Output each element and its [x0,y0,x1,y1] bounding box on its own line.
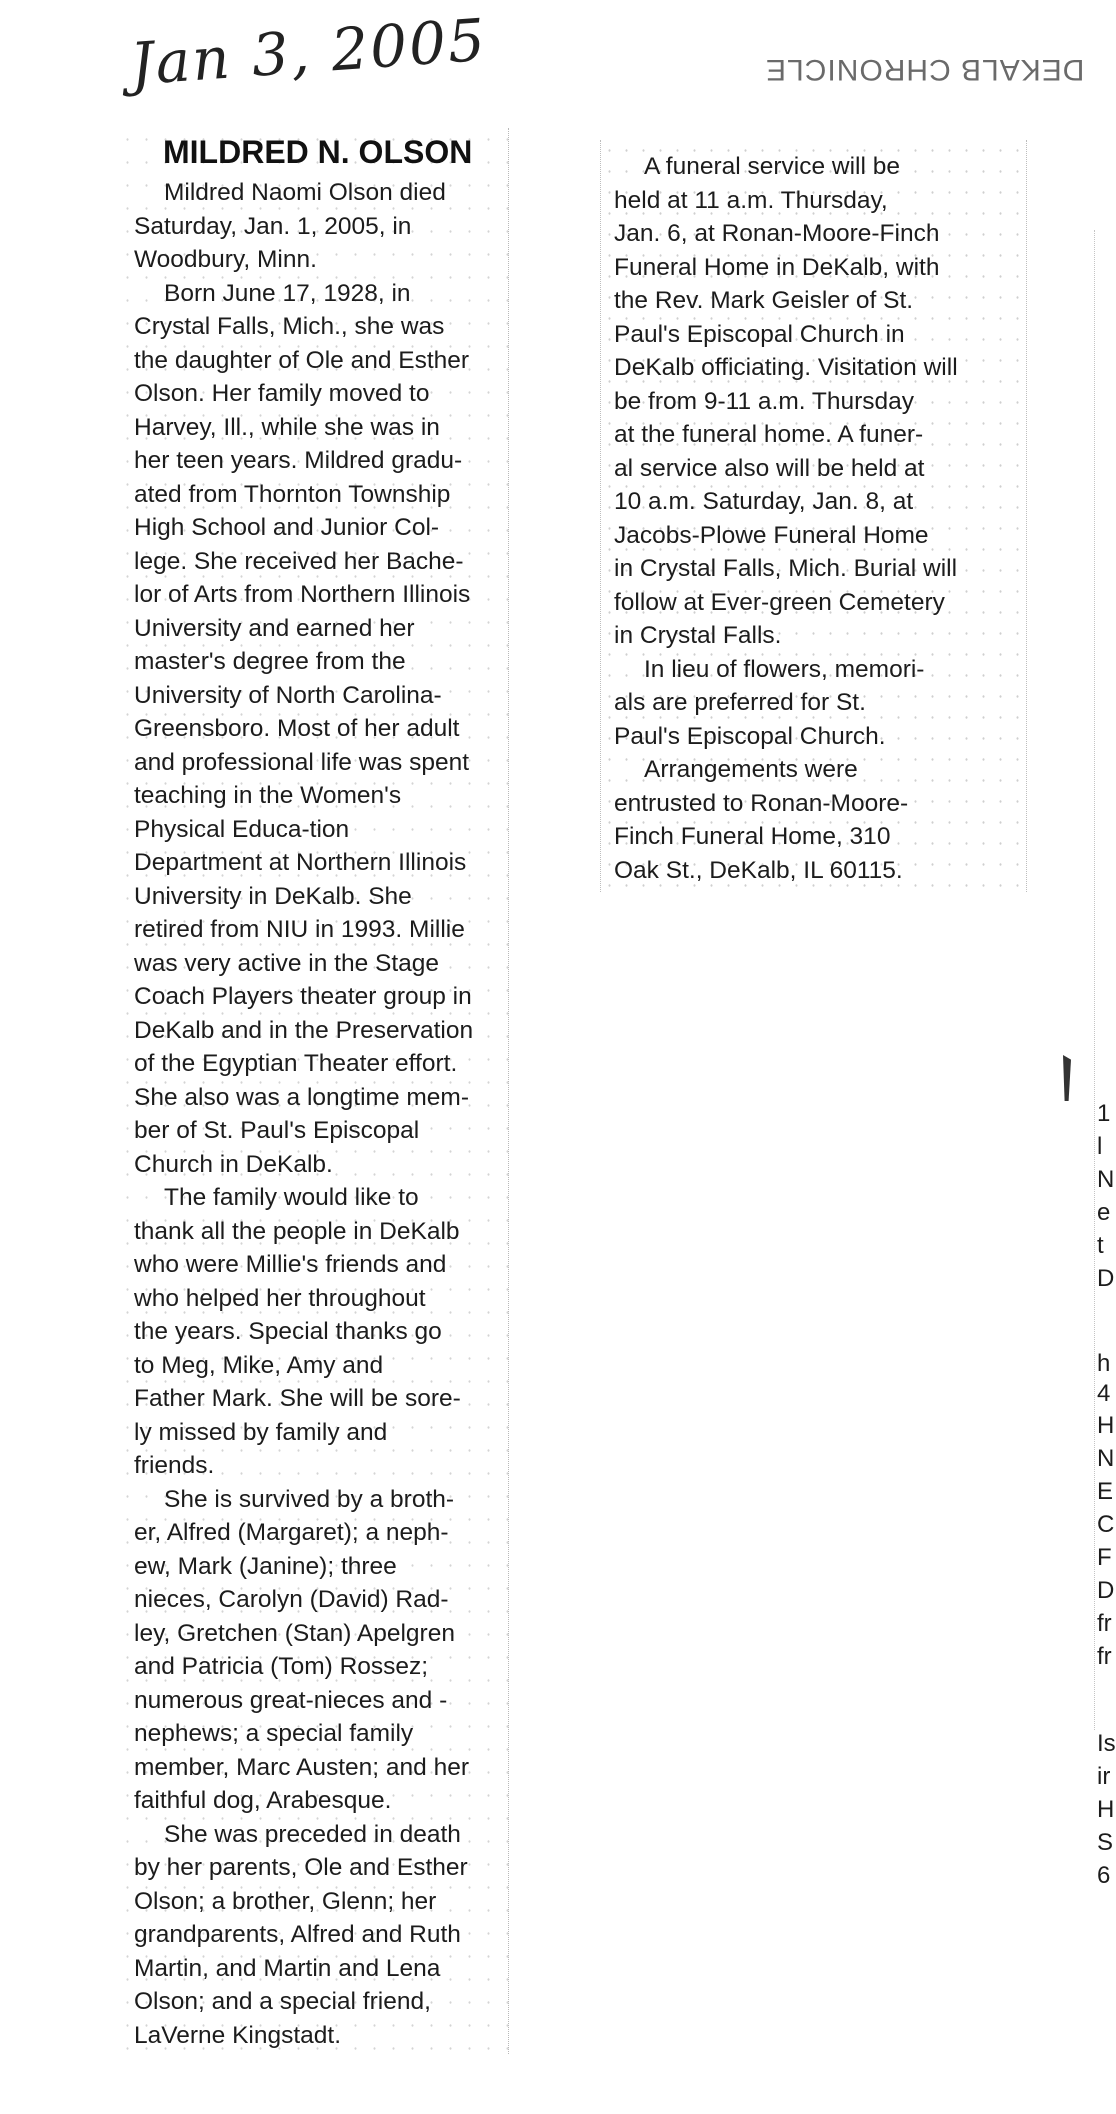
text-line: follow at Ever-green Cemetery [614,588,945,616]
edge-fragment-char: h [1097,1350,1111,1377]
text-line: who helped her throughout [134,1284,426,1312]
text-line: ated from Thornton Township [134,480,451,508]
text-line: Olson. Her family moved to [134,380,430,407]
text-line: Jan. 6, at Ronan-Moore-Finch [614,220,940,247]
text-line: her teen years. Mildred gradu- [134,447,463,474]
edge-fragment-char: 6 [1097,1862,1111,1889]
text-line: at the funeral home. A funer- [614,421,924,448]
text-line: Department at Northern Illinois [134,849,467,876]
text-line: Church in DeKalb. [134,1150,333,1178]
text-line: Saturday, Jan. 1, 2005, in [134,212,412,240]
text-line: master's degree from the [134,648,406,675]
text-line: Crystal Falls, Mich., she was [134,313,445,340]
text-line: A funeral service will be [644,153,901,180]
edge-fragment-char: ir [1097,1763,1111,1790]
text-line: als are preferred for St. [614,689,866,716]
text-line: faithful dog, Arabesque. [134,1787,392,1814]
text-line: Martin, and Martin and Lena [134,1954,441,1982]
text-line: retired from NIU in 1993. Millie [134,916,465,943]
text-line: Physical Educa-tion [134,815,350,843]
edge-fragment-char: fr [1097,1643,1112,1670]
text-line: Coach Players theater group in [134,983,472,1010]
text-line: friends. [134,1452,215,1479]
edge-fragment-char: e [1097,1199,1111,1226]
text-line: in Crystal Falls, Mich. Burial will [614,555,958,582]
edge-fragment-char: N [1097,1445,1115,1472]
edge-mark [1063,1055,1071,1101]
text-line: held at 11 a.m. Thursday, [614,186,888,214]
text-line: thank all the people in DeKalb [134,1217,460,1245]
text-line: ber of St. Paul's Episcopal [134,1117,420,1144]
text-line: al service also will be held at [614,454,925,482]
edge-fragment-char: 1 [1097,1100,1111,1127]
text-line: lor of Arts from Northern Illinois [134,581,471,608]
newspaper-stamp: DEKALB CHRONICLE [765,53,1085,86]
text-line: The family would like to [164,1184,419,1211]
text-line: teaching in the Women's [134,782,402,809]
text-line: numerous great-nieces and - [134,1686,448,1714]
edge-fragment-char: C [1097,1511,1115,1538]
text-line: the daughter of Ole and Esther [134,346,470,374]
text-line: be from 9-11 a.m. Thursday [614,387,915,415]
text-line: Harvey, Ill., while she was in [134,413,440,441]
text-line: Paul's Episcopal Church in [614,320,905,348]
text-line: Woodbury, Minn. [134,246,317,273]
edge-fragment-char: D [1097,1577,1115,1604]
obituary-left-column-text [134,176,504,2052]
text-line: Father Mark. She will be sore- [134,1385,461,1412]
text-line: ew, Mark (Janine); three [134,1552,397,1580]
text-line: the Rev. Mark Geisler of St. [614,287,914,314]
edge-fragment-char: S [1097,1829,1114,1856]
edge-fragment-char: N [1097,1166,1115,1193]
text-line: who were Millie's friends and [134,1251,447,1278]
text-line: In lieu of flowers, memori- [644,655,925,683]
text-line: of the Egyptian Theater effort. [134,1050,458,1077]
text-line: in Crystal Falls. [614,622,782,649]
text-line: 10 a.m. Saturday, Jan. 8, at [614,488,914,515]
text-line: Mildred Naomi Olson died [164,179,446,206]
text-line: ley, Gretchen (Stan) Apelgren [134,1619,455,1647]
text-line: She also was a longtime mem- [134,1083,469,1111]
text-line: DeKalb officiating. Visitation will [614,354,958,381]
text-line: University in DeKalb. She [134,882,412,910]
text-line: nieces, Carolyn (David) Rad- [134,1586,449,1613]
text-line: University of North Carolina- [134,681,442,709]
text-line: She is survived by a broth- [164,1485,455,1513]
edge-fragment-char: H [1097,1412,1115,1439]
edge-fragment-char: Is [1097,1730,1116,1757]
text-line: was very active in the Stage [134,949,440,977]
edge-fragment-char: fr [1097,1610,1112,1637]
text-line: nephews; a special family [134,1720,414,1747]
edge-fragment-char: D [1097,1265,1115,1292]
text-line: Paul's Episcopal Church. [614,722,886,750]
edge-fragment-char: 4 [1097,1380,1111,1407]
text-line: ly missed by family and [134,1418,388,1446]
text-line: er, Alfred (Margaret); a neph- [134,1519,449,1546]
text-line: the years. Special thanks go [134,1318,442,1345]
text-line: Olson; a brother, Glenn; her [134,1887,437,1915]
text-line: Olson; and a special friend, [134,1988,431,2015]
text-line: Funeral Home in DeKalb, with [614,253,940,281]
text-line: Greensboro. Most of her adult [134,715,460,742]
text-line: lege. She received her Bache- [134,547,464,575]
text-line: Finch Funeral Home, 310 [614,823,891,850]
handwritten-date: Jan 3, 2005 [128,5,489,99]
edge-fragment-char: H [1097,1796,1115,1823]
text-line: She was preceded in death [164,1820,461,1848]
text-line: and Patricia (Tom) Rossez; [134,1653,429,1680]
obituary-right-column-text [614,150,1019,887]
text-line: by her parents, Ole and Esther [134,1854,468,1881]
edge-fragment-char: F [1097,1544,1112,1571]
edge-fragment-char: l [1097,1133,1103,1160]
text-line: Oak St., DeKalb, IL 60115. [614,856,903,884]
adjacent-column-fragment [1094,230,1116,1889]
text-line: entrusted to Ronan-Moore- [614,789,909,817]
edge-fragment-char: E [1097,1478,1114,1505]
text-line: to Meg, Mike, Amy and [134,1351,384,1379]
text-line: LaVerne Kingstadt. [134,2021,342,2049]
text-line: and professional life was spent [134,748,470,776]
text-line: Jacobs-Plowe Funeral Home [614,521,929,549]
text-line: High School and Junior Col- [134,514,440,541]
edge-fragment-char: t [1097,1232,1104,1259]
obituary-headline: MILDRED N. OLSON [163,134,473,170]
text-line: Born June 17, 1928, in [164,279,411,307]
text-line: member, Marc Austen; and her [134,1753,469,1781]
text-line: grandparents, Alfred and Ruth [134,1921,461,1948]
text-line: Arrangements were [644,756,858,783]
text-line: DeKalb and in the Preservation [134,1016,474,1044]
text-line: University and earned her [134,614,415,642]
